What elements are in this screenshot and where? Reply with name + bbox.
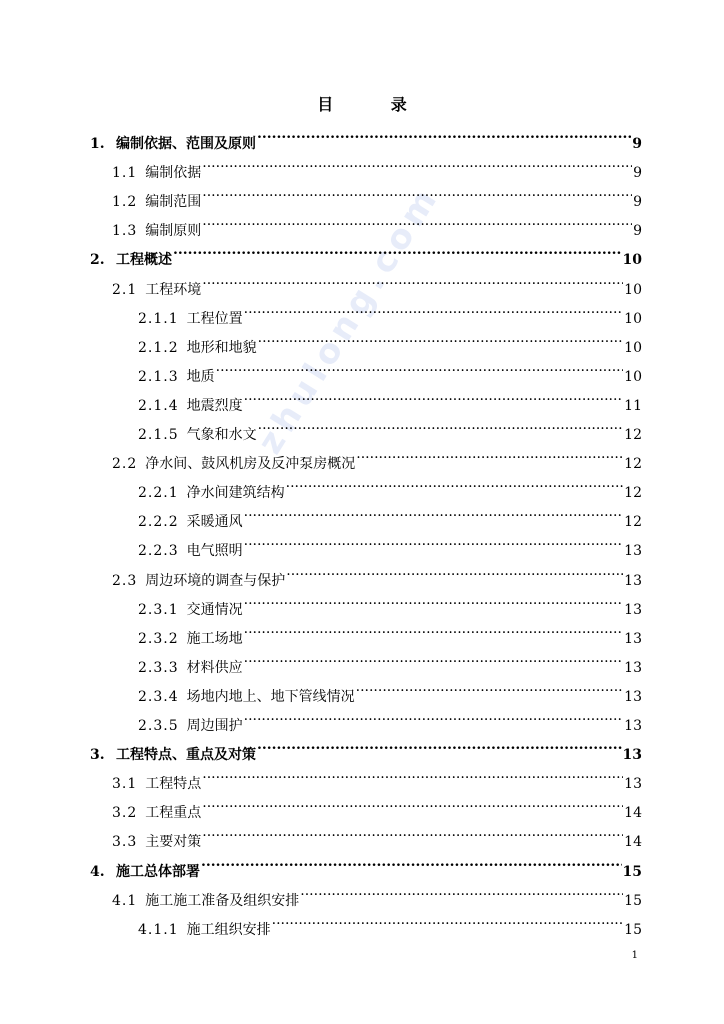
toc-entry-page: 15 [622,863,642,880]
toc-entry-number: 2.1.4 [138,397,179,414]
toc-entry-page: 13 [622,747,642,764]
toc-entry-label: 净水间建筑结构 [186,485,285,502]
toc-entry-page: 10 [622,252,642,269]
toc-entry[interactable] [138,702,642,734]
toc-entry[interactable] [112,440,642,473]
toc-entry[interactable] [90,120,642,152]
toc-entry-page: 9 [633,165,642,182]
toc-entry-page: 12 [624,427,642,443]
toc-entry[interactable] [138,586,642,618]
toc-entry-page: 13 [624,776,642,793]
toc-entry-page: 12 [624,514,642,531]
toc-leader-dots [202,207,632,235]
toc-entry-page: 13 [624,659,642,676]
toc-entry-label: 工程重点 [145,805,202,822]
toc-entry[interactable] [112,818,642,851]
toc-entry-number: 1.2 [112,194,138,211]
toc-leader-dots [202,178,632,206]
toc-entry-number: 2.2.3 [138,543,179,560]
toc-leader-dots [202,760,623,788]
toc-leader-dots [272,906,624,934]
toc-leader-dots [356,440,623,468]
toc-entry[interactable] [138,353,642,385]
toc-entry-page: 13 [624,601,642,618]
toc-entry-number: 4.1 [112,892,138,909]
toc-entry-label: 施工场地 [186,630,243,647]
toc-entry[interactable] [138,382,642,414]
toc-entry-label: 材料供应 [186,659,243,676]
toc-entry-number: 3.2 [112,805,138,822]
toc-entry-label: 采暖通风 [186,514,243,531]
toc-entry-label: 工程位置 [186,310,243,327]
toc-leader-dots [244,615,624,643]
toc-entry-label: 电气照明 [186,543,243,560]
toc-entry-page: 10 [624,281,642,298]
toc-entry-label: 周边围护 [186,718,243,734]
toc-entry-page: 12 [624,485,642,502]
toc-entry-number: 2.1.5 [138,427,179,443]
toc-entry[interactable] [138,673,642,705]
toc-leader-dots [286,557,623,585]
toc-entry[interactable] [112,207,642,240]
toc-entry-label: 场地内地上、地下管线情况 [186,688,355,705]
toc-entry-number: 1.1 [112,165,138,182]
toc-entry[interactable] [112,789,642,822]
toc-entry-page: 9 [633,194,642,211]
toc-entry-label: 编制范围 [145,194,202,211]
toc-entry[interactable] [112,557,642,589]
toc-entry-page: 14 [624,805,642,822]
toc-entry-page: 13 [624,718,642,734]
toc-leader-dots [202,149,632,177]
toc-leader-dots [300,877,623,905]
toc-leader-dots [356,673,624,701]
toc-entry-number: 1. [90,136,105,152]
toc-entry-number: 2.3.2 [138,630,179,647]
toc-entry-label: 编制依据、范围及原则 [116,136,256,152]
toc-leader-dots [202,789,623,817]
toc-entry-label: 施工施工准备及组织安排 [145,892,300,909]
toc-entry-number: 2.2.1 [138,485,179,502]
toc-entry-number: 2.2 [112,456,138,473]
page-title: 目 录 [317,95,433,114]
toc-entry-label: 地形和地貌 [186,339,257,356]
toc-entry[interactable] [90,848,642,880]
toc-entry-label: 工程特点 [145,776,202,793]
toc-entry[interactable] [138,615,642,647]
toc-entry[interactable] [112,877,642,909]
toc-entry-page: 10 [624,368,642,385]
toc-entry[interactable] [138,498,642,531]
toc-entry-number: 2.3 [112,572,138,589]
toc-entry-number: 2.3.1 [138,601,179,618]
toc-leader-dots [202,266,623,294]
toc-entry-number: 2.3.5 [138,718,179,734]
toc-entry-page: 13 [624,572,642,589]
toc-entry-page: 9 [633,223,642,240]
toc-entry-label: 施工总体部署 [116,863,200,880]
toc-leader-dots [216,353,624,381]
toc-entry[interactable] [138,644,642,676]
toc-entry-label: 净水间、鼓风机房及反冲泵房概况 [145,456,356,473]
toc-entry-label: 工程环境 [145,281,202,298]
toc-leader-dots [286,469,624,497]
toc-entry[interactable] [138,906,642,938]
toc-entry[interactable] [112,266,642,298]
toc-entry-label: 地震烈度 [186,397,243,414]
toc-entry[interactable] [112,149,642,182]
toc-entry-number: 3.1 [112,776,138,793]
page-number: 1 [631,950,638,961]
toc-entry[interactable] [138,527,642,560]
toc-entry-page: 10 [624,310,642,327]
toc-entry-number: 4.1.1 [138,921,179,938]
toc-entry-number: 1.3 [112,223,138,240]
toc-entry-label: 地质 [186,368,215,385]
toc-entry[interactable] [112,760,642,793]
toc-entry[interactable] [138,411,642,443]
toc-entry-page: 13 [624,543,642,560]
toc-entry-label: 工程特点、重点及对策 [116,747,256,764]
toc-entry-label: 交通情况 [186,601,243,618]
toc-entry-page: 13 [624,688,642,705]
toc-leader-dots [244,382,624,410]
toc-entry-label: 主要对策 [145,834,202,851]
toc-entry-label: 编制原则 [145,223,202,240]
toc-leader-dots [258,411,624,439]
toc-entry-page: 15 [624,892,642,909]
toc-entry-page: 12 [624,456,642,473]
toc-leader-dots [244,644,624,672]
toc-entry-number: 2.1 [112,281,138,298]
toc-entry-number: 3. [90,747,105,764]
toc-entry[interactable] [90,731,642,764]
toc-leader-dots [257,731,622,759]
toc-leader-dots [244,295,624,323]
toc-entry[interactable] [138,295,642,327]
toc-entry-number: 2.3.3 [138,659,179,676]
toc-entry-title [138,916,271,944]
toc-leader-dots [257,120,631,148]
toc-entry-number: 2.3.4 [138,688,179,705]
toc-entry[interactable] [138,324,642,356]
watermark: zhulong.com [250,177,448,462]
toc-entry[interactable] [112,178,642,211]
toc-leader-dots [258,324,624,352]
toc-entry[interactable] [138,469,642,502]
toc-entry-number: 2.1.2 [138,339,179,356]
toc-entry-page: 9 [632,136,642,152]
toc-leader-dots [244,498,624,526]
toc-entry[interactable] [90,236,642,269]
toc-leader-dots [173,236,622,264]
toc-entry-number: 3.3 [112,834,138,851]
toc-leader-dots [244,527,624,555]
toc-entry-label: 工程概述 [116,252,172,269]
toc-entry-page: 11 [624,397,642,414]
toc-entry-number: 2. [90,252,105,269]
toc-entry-number: 4. [90,863,105,880]
toc-leader-dots [201,848,622,876]
toc-entry-page: 15 [624,921,642,938]
toc-entry-number: 2.1.1 [138,310,179,327]
toc-entry-label: 施工组织安排 [186,921,271,938]
toc-entry-page: 14 [624,834,642,851]
toc-entry-label: 气象和水文 [186,427,257,443]
toc-entry-number: 2.2.2 [138,514,179,531]
toc-leader-dots [244,702,624,730]
toc-entry-number: 2.1.3 [138,368,179,385]
toc-entry-page: 10 [624,339,642,356]
toc-entry-page: 13 [624,630,642,647]
toc-entry-label: 周边环境的调查与保护 [145,572,286,589]
toc-leader-dots [244,586,624,614]
toc-leader-dots [202,818,623,846]
toc-entry-label: 编制依据 [145,165,202,182]
